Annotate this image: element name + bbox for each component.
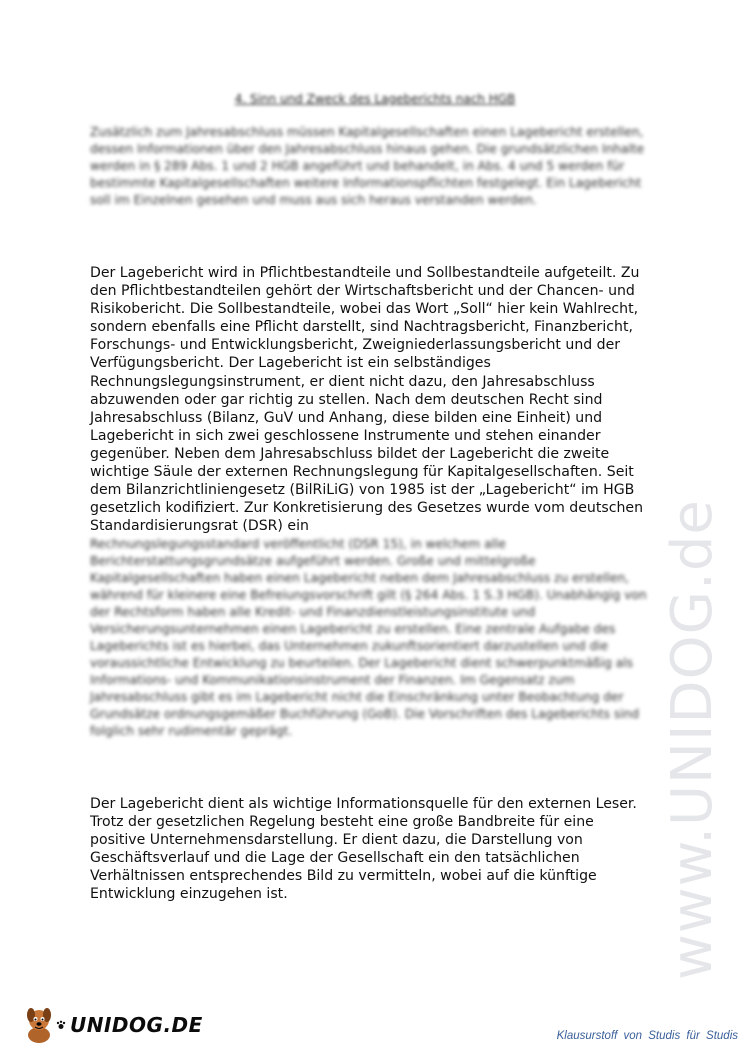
logo-text: UNIDOG.DE [70,1013,203,1037]
section-heading: 4. Sinn und Zweck des Lageberichts nach HGB [234,92,516,106]
watermark: www.UNIDOG.de [660,499,725,980]
paw-icon [56,1020,66,1030]
paragraph-intro-blurred: Zusätzlich zum Jahresabschluss müssen Kapitalgesellschaften einen Lagebericht erstellen, dessen Informationen über den Jahresabschluss hinaus gehen. Die grundsätzlichen Inhalte werden in § 289 Abs. 1 und 2 HGB angeführt und behandelt, in Abs. 4 und 5 werden für bestimmte Kapitalgesellschaften weitere Informationspflichten festgelegt. Ein Lagebericht soll im Einzelnen gesehen und muss aus sich heraus verstanden werden. [90,125,645,207]
paragraph-main [90,264,650,740]
dog-mascot-icon [22,1005,56,1045]
paragraph-conclusion: Der Lagebericht dient als wichtige Informationsquelle für den externen Leser. Trotz der gesetzlichen Regelung besteht eine große Bandbreite für eine positive Unternehmensdarstellung. Er dient dazu, die Darstellung von Geschäftsverlauf und die Lage der Gesellschaft ein den tatsächlichen Verhältnissen entsprechendes Bild zu vermitteln, wobei auf die künftige Entwicklung einzugehen ist. [90,796,637,903]
footer-tagline: Klausurstoff von Studis für Studis [556,1030,738,1042]
unidog-logo [22,1000,203,1050]
paragraph-main-blurred-text: Rechnungslegungsstandard veröffentlicht (DSR 15), in welchem alle Berichterstattungsgrundsätze aufgeführt werden. Große und mittelgroße Kapitalgesellschaften haben einen Lagebericht neben dem Jahresabschluss zu erstellen, während für kleinere eine Befreiungsvorschrift gilt (§ 264 Abs. 1 S.3 HGB). Unabhängig von der Rechtsform haben alle Kredit- und Finanzdienstleistungsinstitute und Versicherungsunternehmen einen Lagebericht zu erstellen. Eine zentrale Aufgabe des Lageberichts ist es hierbei, das Unternehmen zukunftsorientiert darzustellen und die voraussichtliche Entwicklung zu beurteilen. Der Lagebericht dient schwerpunktmäßig als Informations- und Kommunikationsinstrument der Finanzen. Im Gegensatz zum Jahresabschluss gibt es im Lagebericht nicht die Einschränkung unter Beobachtung der Grundsätze ordnungsgemäßer Buchführung (GoB). Die Vorschriften des Lageberichts sind folglich sehr rudimentär geprägt. [90,537,647,739]
paragraph-main-visible-text: Der Lagebericht wird in Pflichtbestandteile und Sollbestandteile aufgeteilt. Zu den Pflichtbestandteilen gehört der Wirtschaftsbericht und der Chancen- und Risikobericht. Die Sollbestandteile, wobei das Wort „Soll“ hier kein Wahlrecht, sondern ebenfalls eine Pflicht darstellt, sind Nachtragsbericht, Finanzbericht, Forschungs- und Entwicklungsbericht, Zweigniederlassungsbericht und der Verfügungsbericht. Der Lagebericht ist ein selbständiges Rechnungslegungsinstrument, er dient nicht dazu, den Jahresabschluss abzuwenden oder gar richtig zu stellen. Nach dem deutschen Recht sind Jahresabschluss (Bilanz, GuV und Anhang, diese bilden eine Einheit) und Lagebericht in sich zwei geschlossene Instrumente und stehen einander gegenüber. Neben dem Jahresabschluss bildet der Lagebericht die zweite wichtige Säule der externen Rechnungslegung für Kapitalgesellschaften. Seit dem Bilanzrichtliniengesetz (BilRiLiG) von 1985 ist der „Lagebericht“ im HGB gesetzlich kodifiziert. Zur Konkretisierung des Gesetzes wurde vom deutschen Standardisierungsrat (DSR) ein [90,265,644,535]
